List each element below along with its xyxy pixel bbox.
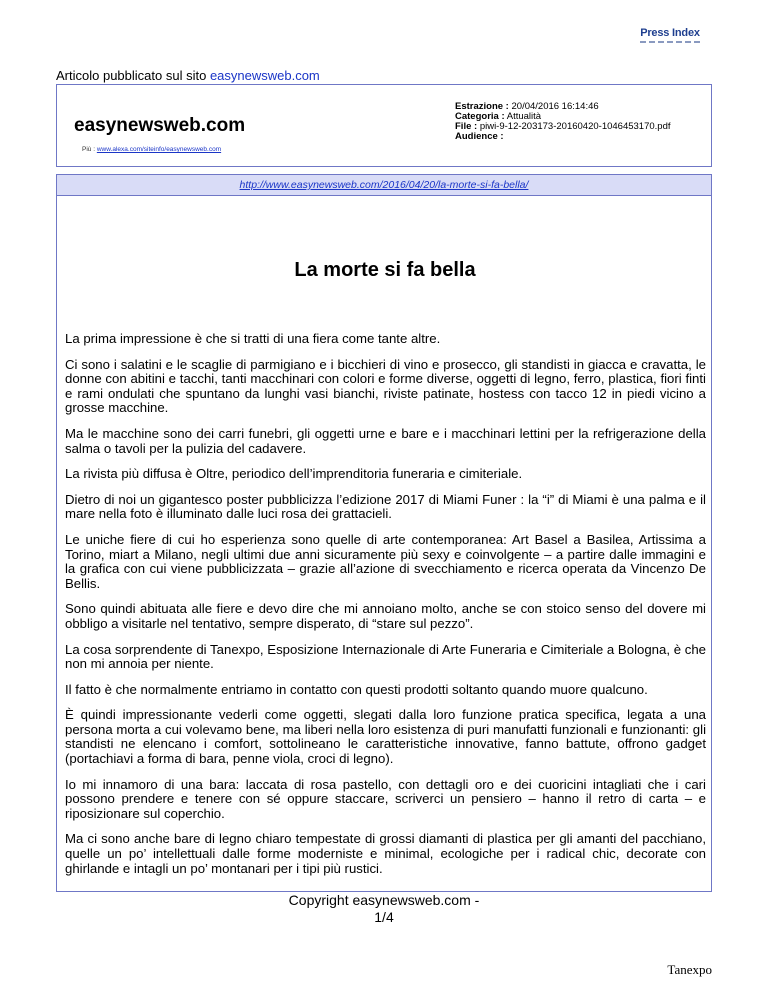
paragraph: Ci sono i salatini e le scaglie di parmigiano e i bicchieri di vino e prosecco, gli standisti in giacca e cravatta, le donne con abitini e tacchi, tanti macchinari con colori e forme diverse, oggetti di legno, ferro, plastica, fiori finti e rami ondulati che spuntano da lunghi vasi bianchi, riviste patinate, hostess con tacco 12 in piedi vicino a grosse macchine. [65, 356, 706, 416]
more-prefix: Più : [82, 146, 96, 153]
paragraph: Io mi innamoro di una bara: laccata di rosa pastello, con dettagli oro e dei cuoricini intagliati che i cari possono prendere e tenere con sé oppure staccare, scriverci un pensiero – hanno il retro di carta – e riposizionare sul coperchio. [65, 776, 706, 821]
paragraph: È quindi impressionante vederli come oggetti, slegati dalla loro funzione pratica specifica, legata a una persona morta a cui volevamo bene, ma liberi nella loro esistenza di puri manufatti funzionali e funzionanti: gli standisti ne elencano i comfort, sottolineano le caratteristiche innovative, fanno battute, offrono gadget (portachiavi a forma di bara, penne viola, croci di legno). [65, 707, 706, 767]
publication-prefix: Articolo pubblicato sul sito [56, 68, 207, 83]
logo-text: Press Index [640, 27, 700, 39]
article-url-bar [56, 174, 712, 196]
paragraph: Le uniche fiere di cui ho esperienza sono quelle di arte contemporanea: Art Basel a Basilea, Artissima a Torino, miart a Milano, negli ultimi due anni sicuramente più sexy e coinvolgente – a partire dalle immagini e la grafica con cui viene pubblicizzata – grazie all’azione di svecchiamento e ricerca operata da Vincenzo De Bellis. [65, 531, 706, 591]
press-index-logo [640, 27, 700, 43]
keyword-label: Tanexpo [667, 962, 712, 977]
paragraph: La prima impressione è che si tratti di una fiera come tante altre. [65, 331, 441, 346]
copyright-text: Copyright easynewsweb.com - [288, 892, 480, 908]
paragraph: Il fatto è che normalmente entriamo in contatto con questi prodotti soltanto quando muore qualcuno. [65, 681, 648, 697]
meta-row-extraction: Estrazione : 20/04/2016 16:14:46 [455, 101, 599, 112]
source-header [56, 84, 712, 167]
site-name: easynewsweb.com [74, 115, 246, 136]
paragraph: La cosa sorprendente di Tanexpo, Esposizione Internazionale di Arte Funeraria e Cimiteriale a Bologna, è che non mi annoia per niente. [65, 641, 706, 672]
extraction-metadata [455, 102, 671, 142]
publication-site-link[interactable]: easynewsweb.com [209, 68, 320, 83]
article-url-link[interactable]: http://www.easynewsweb.com/2016/04/20/la-morte-si-fa-bella/ [239, 179, 529, 191]
article-title: La morte si fa bella [294, 259, 476, 281]
meta-row-category: Categoria : Attualità [455, 111, 542, 122]
paragraph: Sono quindi abituata alle fiere e devo dire che mi annoiano molto, anche se con stoico senso del dovere mi obbligo a visitarle nel tentativo, sempre disperato, di “stare sul pezzo”. [65, 601, 706, 631]
article-body [56, 196, 712, 892]
paragraph: Ma le macchine sono dei carri funebri, gli oggetti urne e bare e i macchinari lettini per la refrigerazione della salma o tavoli per la pulizia del cadavere. [65, 425, 706, 456]
page-number: 1/4 [374, 909, 394, 925]
article-paragraphs [65, 332, 706, 887]
publication-line [56, 68, 320, 83]
meta-row-audience: Audience : [455, 131, 504, 142]
site-more-info [82, 146, 221, 153]
paragraph: La rivista più diffusa è Oltre, periodico dell’imprenditoria funeraria e cimiteriale. [65, 466, 523, 482]
alexa-link[interactable]: www.alexa.com/siteinfo/easynewsweb.com [96, 146, 222, 153]
paragraph: Dietro di noi un gigantesco poster pubblicizza l’edizione 2017 di Miami Funer : la “i” di Miami è una palma e il mare nella foto è illuminato dalle luci rosa dei grattacieli. [65, 491, 706, 522]
logo-underline [640, 41, 700, 43]
page-footer [0, 892, 768, 926]
meta-row-file: File : piwi-9-12-203173-20160420-1046453170.pdf [455, 121, 671, 132]
paragraph: Ma ci sono anche bare di legno chiaro tempestate di grossi diamanti di plastica per gli amanti del pacchiano, quelle un po’ intellettuali dalle forme moderniste e minimal, ecologiche per i radical chic, decorate con ghirlande e intagli un po’ montanari per i tipi più rustici. [65, 831, 706, 876]
